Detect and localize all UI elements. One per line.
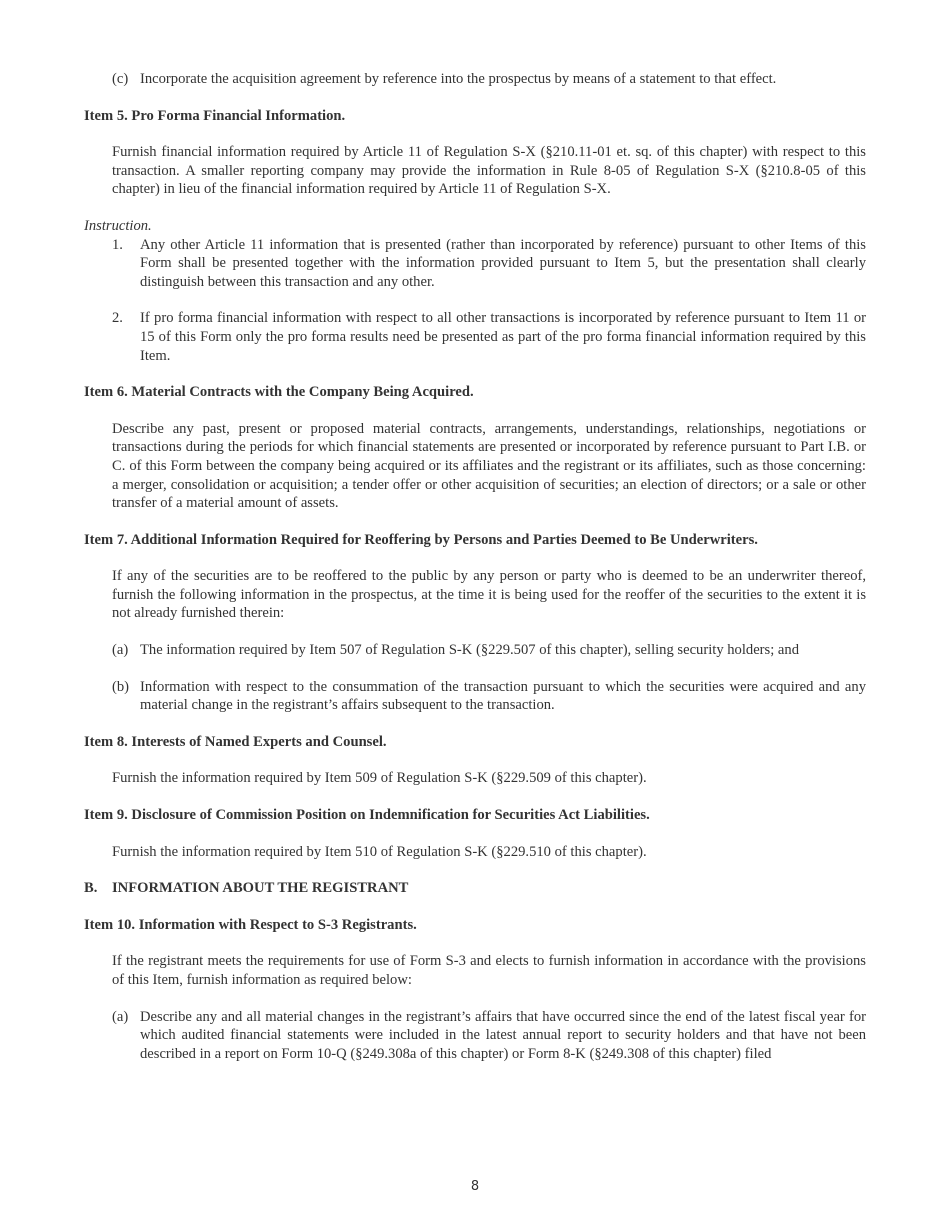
item-9-paragraph: Furnish the information required by Item 510 of Regulation S-K (§229.510 of this chapter). <box>112 843 647 860</box>
item-10-heading: Item 10. Information with Respect to S-3 Registrants. <box>84 916 417 933</box>
list-marker: 2. <box>112 310 123 327</box>
list-item-text: Incorporate the acquisition agreement by reference into the prospectus by means of a statement to that effect. <box>140 71 777 87</box>
list-marker: (c) <box>112 71 129 87</box>
list-marker: (a) <box>112 1008 129 1025</box>
list-marker: (a) <box>112 642 129 659</box>
page-number: 8 <box>470 1179 480 1194</box>
item-8-paragraph: Furnish the information required by Item 509 of Regulation S-K (§229.509 of this chapter). <box>112 770 647 787</box>
list-marker: 1. <box>112 236 123 253</box>
item-5-heading: Item 5. Pro Forma Financial Information. <box>84 107 346 124</box>
item-6-heading: Item 6. Material Contracts with the Company Being Acquired. <box>84 384 474 401</box>
list-item-c <box>112 70 866 89</box>
item-10-list-a <box>112 1008 866 1064</box>
item-6-paragraph: Describe any past, present or proposed material contracts, arrangements, understandings, relationships, negotiations or transactions during the periods for which financial statements are presented or incorporated by reference pursuant to Part I.B. or C. of this Form between the company being acquired or its affiliates and the registrant or its affiliates, such as those concerning: a merger, consolidation or acquisition; a tender offer or other acquisition of securities; an election of directors; or a sale or other transfer of a material amount of assets. <box>112 420 866 512</box>
item-8-heading: Item 8. Interests of Named Experts and Counsel. <box>84 733 387 750</box>
item-7-list-a <box>112 641 866 660</box>
item-10-paragraph: If the registrant meets the requirements for use of Form S-3 and elects to furnish information in accordance with the provisions of this Item, furnish information as required below: <box>112 953 866 988</box>
list-marker: (b) <box>112 678 130 695</box>
section-b-heading <box>84 879 866 898</box>
document-page <box>84 70 866 1081</box>
instruction-label: Instruction. <box>84 217 152 234</box>
list-item-text: Describe any and all material changes in the registrant’s affairs that have occurred since the end of the latest fiscal year for which audited financial statements were included in the latest annual report to security holders and that have not been described in a report on Form 10-Q (§249.308a of this chapter) or Form 8-K (§249.308 of this chapter) filed <box>140 1008 866 1062</box>
section-marker: B. <box>84 880 98 897</box>
list-item-text: The information required by Item 507 of Regulation S-K (§229.507 of this chapter), selling security holders; and <box>140 642 799 659</box>
item-9-heading: Item 9. Disclosure of Commission Position on Indemnification for Securities Act Liabilities. <box>84 807 650 824</box>
section-title: INFORMATION ABOUT THE REGISTRANT <box>112 880 409 897</box>
instruction-item-1 <box>112 236 866 292</box>
item-7-list-b <box>112 678 866 715</box>
item-7-heading: Item 7. Additional Information Required for Reoffering by Persons and Parties Deemed to Be Underwriters. <box>84 531 758 548</box>
item-7-paragraph: If any of the securities are to be reoffered to the public by any person or party who is deemed to be an underwriter thereof, furnish the following information in the prospectus, at the time it is being used for the reoffer of the securities to the extent it is not already furnished therein: <box>112 568 866 622</box>
list-item-text: Any other Article 11 information that is presented (rather than incorporated by reference) pursuant to other Items of this Form shall be presented together with the information provided pursuant to Item 5, but the presentation shall clearly distinguish between this transaction and any other. <box>140 236 866 290</box>
instruction-item-2 <box>112 309 866 365</box>
list-item-text: Information with respect to the consummation of the transaction pursuant to which the securities were acquired and any material change in the registrant’s affairs subsequent to the transaction. <box>140 678 866 714</box>
item-5-paragraph: Furnish financial information required by Article 11 of Regulation S-X (§210.11-01 et. sq. of this chapter) with respect to this transaction. A smaller reporting company may provide the information in Rule 8-05 of Regulation S-X (§210.8-05 of this chapter) in lieu of the financial information required by Article 11 of Regulation S-X. <box>112 144 866 198</box>
list-item-text: If pro forma financial information with respect to all other transactions is incorporated by reference pursuant to Item 11 or 15 of this Form only the pro forma results need be presented as part of the pro forma financial information required by this Item. <box>140 310 866 364</box>
